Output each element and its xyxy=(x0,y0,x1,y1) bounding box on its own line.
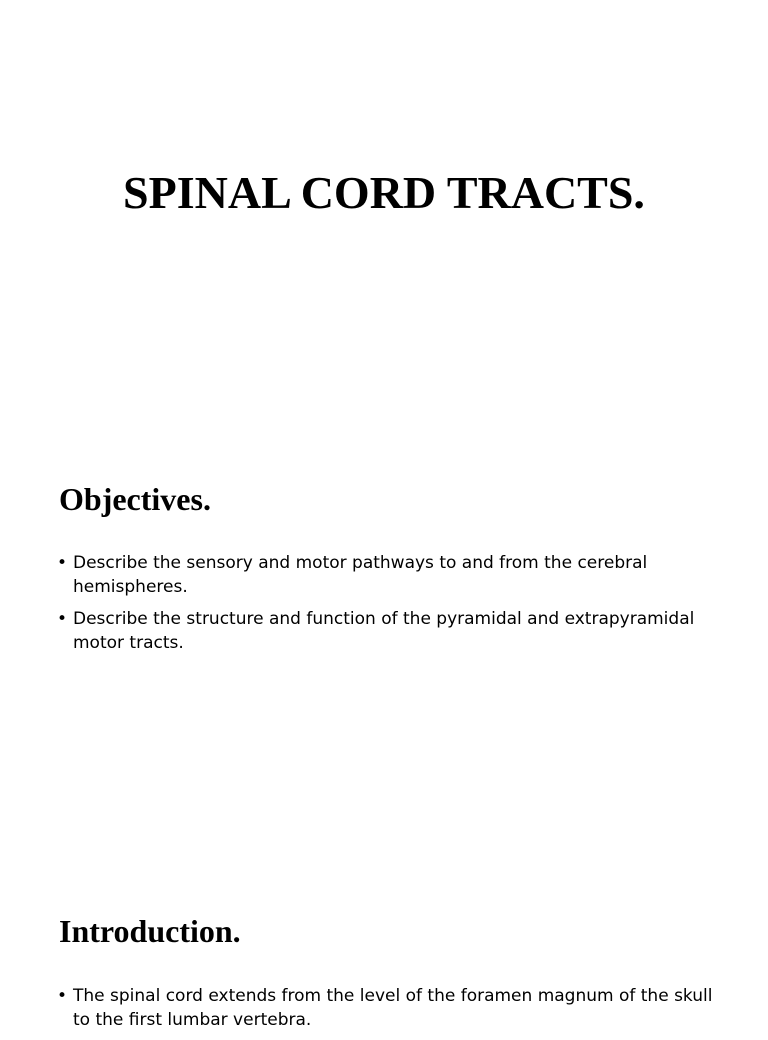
objectives-list xyxy=(57,551,717,663)
bullet-icon: • xyxy=(57,986,68,1006)
list-item xyxy=(57,984,717,1032)
bullet-icon: • xyxy=(57,609,68,629)
list-item-text: The spinal cord extends from the level of the foramen magnum of the skull to the first lumbar vertebra. xyxy=(73,986,713,1030)
list-item xyxy=(57,551,717,599)
list-item xyxy=(57,607,717,655)
list-item-text: Describe the structure and function of the pyramidal and extrapyramidal motor tracts. xyxy=(73,609,695,653)
section-heading-objectives: Objectives. xyxy=(59,481,211,517)
bullet-icon: • xyxy=(57,553,68,573)
introduction-list xyxy=(57,984,717,1040)
list-item-text: Describe the sensory and motor pathways to and from the cerebral hemispheres. xyxy=(73,553,648,597)
section-heading-introduction: Introduction. xyxy=(59,913,241,949)
page-title: SPINAL CORD TRACTS. xyxy=(123,167,645,218)
